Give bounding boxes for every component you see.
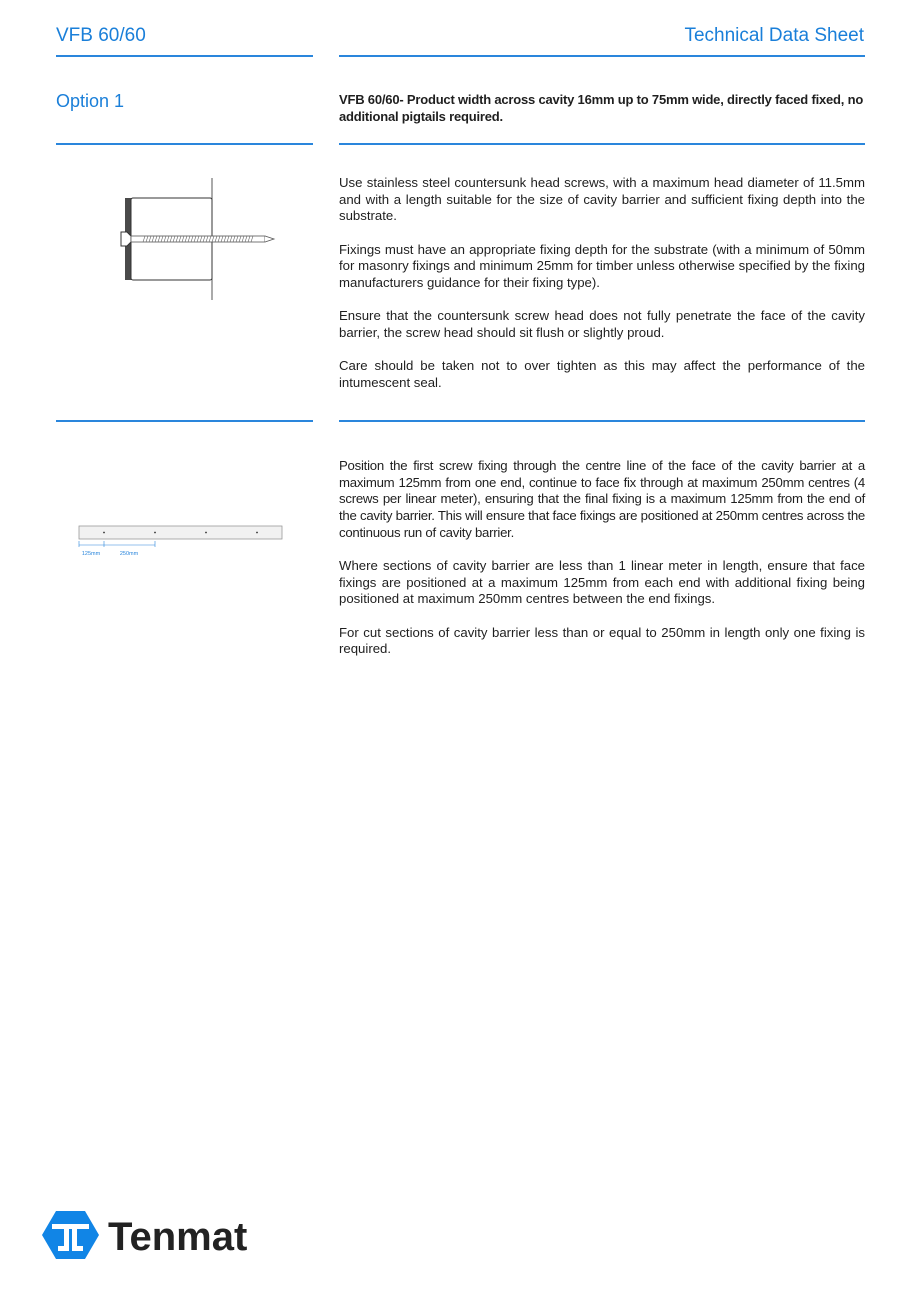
tenmat-logo-mark bbox=[42, 1211, 99, 1259]
dimension-lines bbox=[79, 541, 155, 547]
section-rule-left bbox=[56, 143, 313, 145]
dimension-end-label: 125mm bbox=[81, 551, 101, 557]
spacing-instructions bbox=[339, 458, 865, 675]
cut-section-paragraph: For cut sections of cavity barrier less than or equal to 250mm in length only one fixing is required. bbox=[339, 624, 865, 657]
fixing-depth-paragraph: Fixings must have an appropriate fixing depth for the substrate (with a minimum of 50mm for masonry fixings and minimum 25mm for timber unless otherwise specified by the fixing manufacturers guidance for their fixing type). bbox=[339, 241, 865, 291]
fixing-point bbox=[154, 532, 156, 534]
tenmat-logo bbox=[42, 1208, 274, 1262]
screw-head-paragraph: Ensure that the countersunk screw head does not fully penetrate the face of the cavity barrier, the screw head should sit flush or slightly proud. bbox=[339, 308, 865, 340]
screw-tip bbox=[265, 236, 274, 242]
fixing-point bbox=[103, 532, 105, 534]
fixing-point bbox=[256, 532, 258, 534]
section-intro: VFB 60/60- Product width across cavity 16mm up to 75mm wide, directly faced fixed, no additional pigtails required. bbox=[339, 92, 864, 124]
tightening-paragraph: Care should be taken not to over tighten as this may affect the performance of the intumescent seal. bbox=[339, 358, 865, 390]
barrier-strip bbox=[79, 526, 282, 539]
fixing-spacing-diagram bbox=[78, 524, 284, 560]
header-document-type: Technical Data Sheet bbox=[684, 25, 864, 46]
block1-rule-right bbox=[339, 420, 865, 422]
fixing-instructions bbox=[339, 175, 865, 408]
header-product-name: VFB 60/60 bbox=[56, 25, 146, 46]
first-fixing-paragraph: Position the first screw fixing through the centre line of the face of the cavity barrier at a maximum 125mm from one end, continue to face fix through at maximum 250mm centres (4 screws per linear meter), ensuring that the final fixing is a maximum 125mm from the end of the cavity barrier. This will ensure that face fixings are positioned at 250mm centres across the continuous run of cavity barrier. bbox=[339, 458, 865, 540]
fixing-point bbox=[205, 532, 207, 534]
dimension-centres-label: 250mm bbox=[119, 551, 139, 557]
block1-rule-left bbox=[56, 420, 313, 422]
header-rule-right bbox=[339, 55, 865, 57]
screw-head bbox=[121, 232, 131, 246]
section-title: Option 1 bbox=[56, 91, 125, 111]
short-section-paragraph: Where sections of cavity barrier are less than 1 linear meter in length, ensure that face fixings are positioned at a maximum 125mm from each end with additional fixing being positioned at maximum 250mm centres between the end fixings. bbox=[339, 558, 865, 607]
header-rule-left bbox=[56, 55, 313, 57]
tenmat-logo-wordmark: Tenmat bbox=[108, 1215, 248, 1259]
screw-spec-paragraph: Use stainless steel countersunk head screws, with a maximum head diameter of 11.5mm and with a length suitable for the size of cavity barrier and sufficient fixing depth into the substrate. bbox=[339, 175, 865, 224]
section-rule-right bbox=[339, 143, 865, 145]
screw-fixing-diagram bbox=[110, 176, 280, 302]
